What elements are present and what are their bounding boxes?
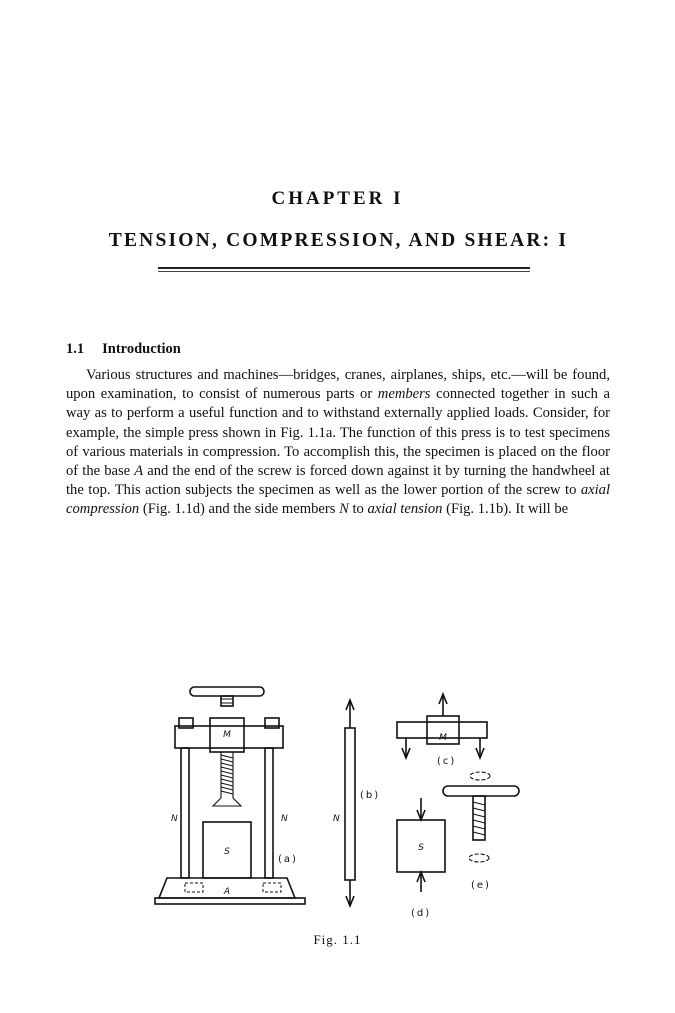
- figure-1-1: [145, 680, 545, 940]
- chapter-title: TENSION, COMPRESSION, AND SHEAR: I: [108, 230, 569, 251]
- label-a-figure: (a): [278, 854, 298, 865]
- paragraph-emphasis-members: members: [377, 386, 431, 403]
- screw-thread: [213, 752, 241, 806]
- paragraph-text-4: (Fig. 1.1d) and the side members: [139, 501, 340, 518]
- press-diagram: [155, 687, 305, 904]
- right-rod: [265, 748, 273, 878]
- paragraph-emphasis-axial-tension: axial tension: [367, 501, 443, 518]
- screw-diagram: [443, 772, 519, 862]
- paragraph-text-1: Various structures and machines—bridges, cranes, airplanes, ships, etc.—will be found, upon examination, to consist of numerous parts or: [66, 367, 610, 403]
- paragraph-emphasis-axial-compression: axial compression: [66, 482, 610, 518]
- label-d-figure: (d): [411, 908, 432, 919]
- section-title: Introduction: [102, 341, 181, 357]
- label-n-b: N: [333, 814, 340, 824]
- title-rule-thin: [158, 271, 530, 272]
- label-s-d: S: [418, 843, 424, 853]
- section-heading: [66, 341, 181, 358]
- screw-handwheel: [443, 786, 519, 796]
- paragraph-text-6: (Fig. 1.1b). It will be: [442, 501, 569, 518]
- label-e-figure: (e): [471, 880, 491, 891]
- label-b-figure: (b): [360, 790, 381, 801]
- handwheel-hub: [221, 696, 233, 706]
- label-m-c: M: [439, 733, 447, 743]
- paragraph-text-5: to: [348, 501, 368, 518]
- paragraph-emphasis-n: N: [339, 501, 349, 518]
- label-s-main: S: [224, 847, 230, 857]
- section-number: 1.1: [66, 341, 85, 357]
- label-a: A: [223, 887, 231, 897]
- handwheel-shape: [190, 687, 264, 696]
- left-rod: [181, 748, 189, 878]
- paragraph-emphasis-a: A: [134, 463, 144, 480]
- crosshead-diagram: [397, 694, 487, 758]
- base-plate: [155, 898, 305, 904]
- intro-paragraph: [66, 366, 610, 520]
- paragraph-text-2: connected together in such a way as to perform a useful function and to withstand externally applied loads. Consider, for example, the simple press shown in Fig. 1.1a. The function of this press is to test specimens of various materials in compression. To accomplish this, the specimen is placed on the floor of the base: [66, 386, 610, 480]
- label-m-main: M: [223, 730, 231, 740]
- tension-member-diagram: [345, 700, 355, 906]
- label-n-right: N: [281, 814, 288, 824]
- paragraph-text-3: and the end of the screw is forced down against it by turning the handwheel at the top. This action subjects the specimen as well as the lower portion of the screw to: [66, 463, 610, 499]
- chapter-heading: CHAPTER I: [271, 188, 404, 209]
- figure-caption: Fig. 1.1: [313, 932, 362, 947]
- label-n-left: N: [171, 814, 178, 824]
- tension-bar: [345, 728, 355, 880]
- label-c-figure: (c): [437, 756, 457, 767]
- title-rule: [158, 267, 530, 269]
